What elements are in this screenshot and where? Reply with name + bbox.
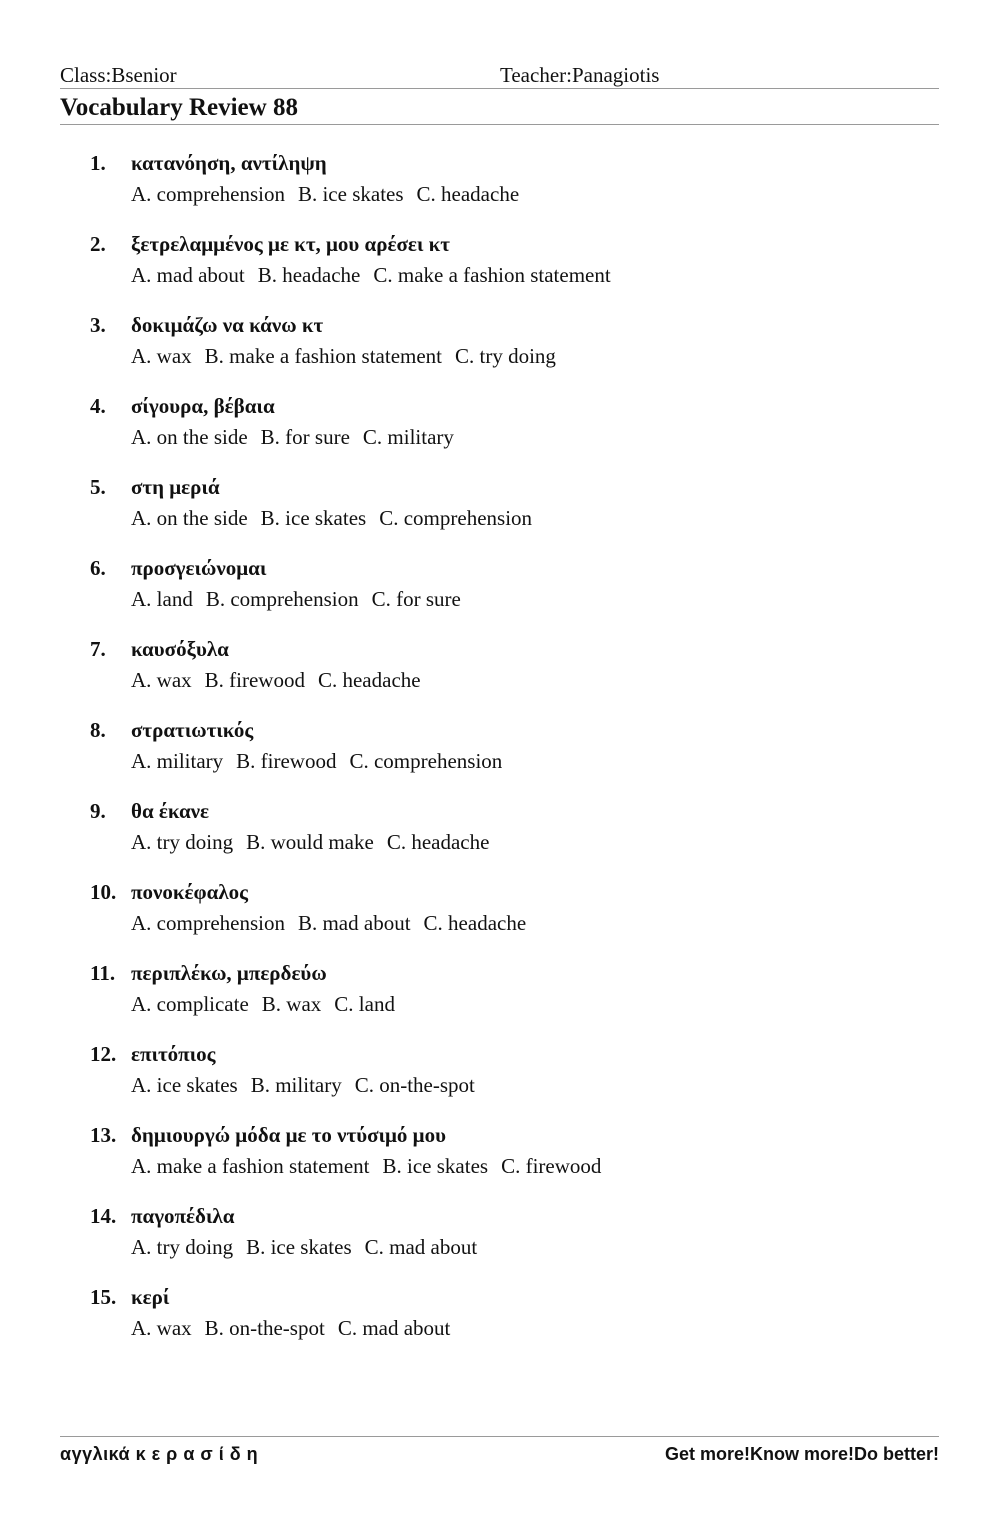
answer-option[interactable]: C. firewood [501, 1154, 602, 1178]
question-prompt: θα έκανε [131, 799, 210, 823]
answer-option[interactable]: B. wax [261, 992, 322, 1016]
question-item [90, 148, 930, 229]
question-prompt: σίγουρα, βέβαια [131, 394, 275, 418]
answer-options [131, 1313, 463, 1343]
question-item [90, 472, 930, 553]
question-number: 10. [90, 880, 117, 904]
answer-options [131, 665, 434, 695]
answer-option[interactable]: C. mad about [364, 1235, 478, 1259]
answer-option[interactable]: B. ice skates [260, 506, 367, 530]
answer-option[interactable]: A. make a fashion statement [131, 1154, 370, 1178]
question-item [90, 958, 930, 1039]
answer-option[interactable]: A. wax [131, 1316, 192, 1340]
answer-options [131, 584, 474, 614]
question-prompt: επιτόπιος [131, 1042, 216, 1066]
question-item [90, 634, 930, 715]
answer-option[interactable]: B. ice skates [382, 1154, 489, 1178]
answer-option[interactable]: A. on the side [131, 425, 248, 449]
answer-option[interactable]: B. comprehension [205, 587, 359, 611]
teacher-label: Teacher:Panagiotis [500, 63, 660, 87]
question-item [90, 796, 930, 877]
header-divider [60, 88, 939, 89]
footer-slogan: Get more!Know more!Do better! [664, 1444, 939, 1464]
answer-option[interactable]: C. mad about [337, 1316, 451, 1340]
footer-divider [60, 1436, 939, 1437]
question-number: 1. [90, 151, 106, 175]
answer-option[interactable]: B. ice skates [297, 182, 404, 206]
answer-options [131, 341, 569, 371]
question-prompt: παγοπέδιλα [131, 1204, 235, 1228]
question-number: 15. [90, 1285, 117, 1309]
answer-options [131, 908, 539, 938]
answer-options [131, 1151, 614, 1181]
question-prompt: περιπλέκω, μπερδεύω [131, 961, 327, 985]
question-prompt: κερί [131, 1285, 170, 1309]
answer-options [131, 179, 532, 209]
question-item [90, 310, 930, 391]
title-divider [60, 124, 939, 125]
question-prompt: προσγειώνομαι [131, 556, 267, 580]
question-prompt: δημιουργώ μόδα με το ντύσιμό μου [131, 1123, 446, 1147]
answer-option[interactable]: C. headache [416, 182, 520, 206]
answer-option[interactable]: A. ice skates [131, 1073, 238, 1097]
question-number: 5. [90, 475, 106, 499]
answer-option[interactable]: C. land [334, 992, 395, 1016]
answer-options [131, 827, 502, 857]
answer-option[interactable]: C. headache [317, 668, 421, 692]
answer-options [131, 1232, 490, 1262]
answer-option[interactable]: A. comprehension [131, 182, 285, 206]
answer-option[interactable]: B. mad about [297, 911, 411, 935]
question-item [90, 391, 930, 472]
question-item [90, 553, 930, 634]
answer-option[interactable]: B. on-the-spot [204, 1316, 325, 1340]
answer-option[interactable]: C. try doing [455, 344, 556, 368]
answer-option[interactable]: A. try doing [131, 830, 234, 854]
question-prompt: στρατιωτικός [131, 718, 254, 742]
question-number: 11. [90, 961, 116, 985]
question-prompt: πονοκέφαλος [131, 880, 249, 904]
page-title: Vocabulary Review 88 [60, 94, 298, 121]
question-number: 3. [90, 313, 106, 337]
answer-options [131, 260, 624, 290]
question-item [90, 1282, 930, 1363]
answer-options [131, 503, 545, 533]
answer-option[interactable]: A. wax [131, 344, 192, 368]
answer-option[interactable]: A. mad about [131, 263, 245, 287]
question-number: 14. [90, 1204, 117, 1228]
answer-option[interactable]: A. comprehension [131, 911, 285, 935]
question-item [90, 1120, 930, 1201]
answer-options [131, 989, 408, 1019]
answer-option[interactable]: B. would make [246, 830, 374, 854]
answer-option[interactable]: B. ice skates [246, 1235, 352, 1259]
answer-options [131, 1070, 488, 1100]
question-list [90, 148, 930, 1363]
answer-option[interactable]: A. complicate [131, 992, 249, 1016]
answer-option[interactable]: C. headache [386, 830, 490, 854]
answer-option[interactable]: A. try doing [131, 1235, 234, 1259]
answer-option[interactable]: C. comprehension [349, 749, 503, 773]
answer-option[interactable]: A. military [131, 749, 224, 773]
question-number: 13. [90, 1123, 117, 1147]
question-prompt: στη μεριά [131, 475, 220, 499]
answer-option[interactable]: B. firewood [204, 668, 305, 692]
answer-option[interactable]: C. comprehension [379, 506, 533, 530]
answer-option[interactable]: C. for sure [371, 587, 461, 611]
question-item [90, 229, 930, 310]
answer-option[interactable]: B. military [250, 1073, 342, 1097]
question-item [90, 877, 930, 958]
question-item [90, 1039, 930, 1120]
answer-option[interactable]: A. wax [131, 668, 192, 692]
answer-option[interactable]: C. headache [423, 911, 527, 935]
footer-brand: αγγλικά κ ε ρ α σ ί δ η [60, 1444, 259, 1464]
worksheet-header [60, 62, 939, 88]
question-number: 6. [90, 556, 106, 580]
answer-options [131, 422, 467, 452]
question-number: 2. [90, 232, 106, 256]
answer-option[interactable]: B. firewood [236, 749, 337, 773]
answer-option[interactable]: B. for sure [260, 425, 350, 449]
answer-option[interactable]: A. on the side [131, 506, 248, 530]
question-number: 7. [90, 637, 106, 661]
answer-option[interactable]: A. land [131, 587, 193, 611]
answer-option[interactable]: C. on-the-spot [354, 1073, 475, 1097]
question-prompt: καυσόξυλα [131, 637, 229, 661]
question-number: 9. [90, 799, 106, 823]
answer-option[interactable]: C. make a fashion statement [373, 263, 611, 287]
question-number: 4. [90, 394, 106, 418]
answer-option[interactable]: C. military [362, 425, 454, 449]
answer-options [131, 746, 515, 776]
question-item [90, 715, 930, 796]
question-prompt: κατανόηση, αντίληψη [131, 151, 327, 175]
question-item [90, 1201, 930, 1282]
answer-option[interactable]: B. headache [257, 263, 361, 287]
question-number: 12. [90, 1042, 117, 1066]
question-prompt: ξετρελαμμένος με κτ, μου αρέσει κτ [131, 232, 450, 256]
question-prompt: δοκιμάζω να κάνω κτ [131, 313, 324, 337]
class-label: Class:Bsenior [60, 63, 177, 87]
answer-option[interactable]: B. make a fashion statement [204, 344, 443, 368]
question-number: 8. [90, 718, 106, 742]
